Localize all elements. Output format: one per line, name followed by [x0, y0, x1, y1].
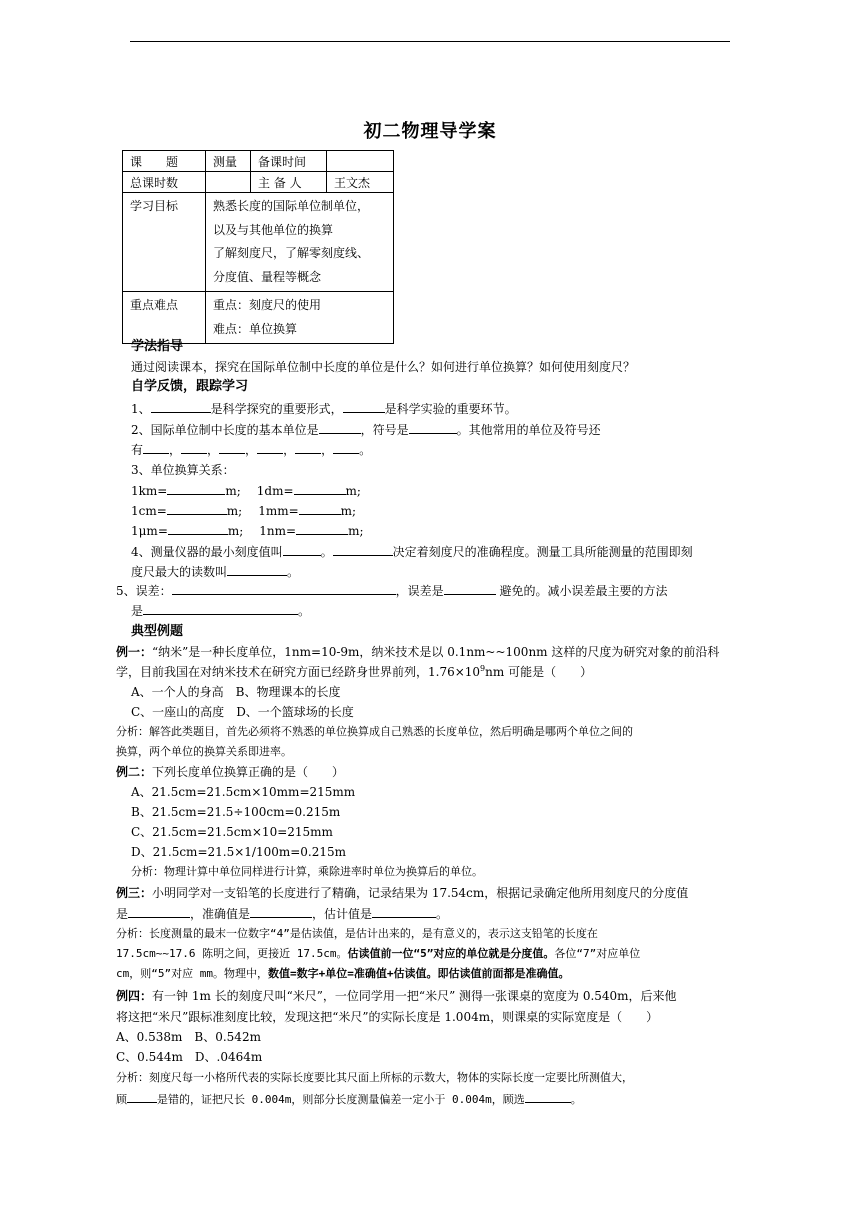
question-4-cont: 度尺最大的读数叫 。 [131, 565, 300, 579]
goals-cell [206, 193, 394, 292]
topic-label: 课 题 [123, 151, 206, 172]
example-2-option-b: B、21.5cm=21.5÷100cm=0.215m [131, 805, 341, 819]
question-2-units: 有 ， ， ， ， ， 。 [131, 443, 372, 457]
header-rule [130, 41, 730, 42]
guidance-text: 通过阅读课本，探究在国际单位制中长度的单位是什么？如何进行单位换算？如何使用刻度尺？ [131, 360, 636, 374]
answer-blank[interactable] [167, 482, 225, 495]
conversion-row-3: 1μm= m; 1nm= m; [131, 524, 364, 538]
example-4-line-2: 将这把“米尺”跟标准刻度比较，发现这把“米尺”的实际长度是 1.004m，则课桌的实际宽度是（ ） [116, 1010, 659, 1024]
answer-blank[interactable] [343, 400, 385, 413]
key-point: 难点：单位换算 [213, 321, 298, 336]
answer-blank[interactable] [127, 1090, 157, 1103]
goal-line: 熟悉长度的国际单位制单位， [213, 199, 370, 213]
question-4: 4、测量仪器的最小刻度值叫 。 决定着刻度尺的准确程度。测量工具所能测量的范围即刻 [131, 545, 693, 559]
total-hours-label: 总课时数 [123, 172, 206, 193]
question-2: 2、国际单位制中长度的基本单位是 ，符号是 。其他常用的单位及符号还 [131, 423, 601, 437]
answer-blank[interactable] [296, 522, 348, 535]
answer-blank[interactable] [219, 441, 245, 454]
answer-blank[interactable] [525, 1090, 571, 1103]
preparer-label: 主 备 人 [251, 172, 327, 193]
example-3-line-1: 例三：小明同学对一支铅笔的长度进行了精确，记录结果为 17.54cm，根据记录确定他所用刻度尺的分度值 [116, 886, 689, 900]
answer-blank[interactable] [143, 441, 169, 454]
key-cell [206, 292, 394, 344]
goal-line: 了解刻度尺，了解零刻度线、 [213, 246, 370, 260]
example-4-options-ab: A、0.538m B、0.542m [116, 1030, 261, 1044]
answer-blank[interactable] [294, 482, 346, 495]
example-1-options-cd: C、一座山的高度 D、一个篮球场的长度 [131, 705, 354, 719]
answer-blank[interactable] [143, 602, 298, 615]
answer-blank[interactable] [168, 522, 228, 535]
example-3-analysis-1: 分析：长度测量的最末一位数字“4”是估读值，是估计出来的，是有意义的，表示这支铅笔的长度在 [116, 927, 598, 940]
answer-blank[interactable] [151, 400, 211, 413]
example-4-options-cd: C、0.544m D、.0464m [116, 1050, 263, 1064]
example-2-option-c: C、21.5cm=21.5cm×10=215mm [131, 825, 333, 839]
example-2-question: 例二：下列长度单位换算正确的是（ ） [116, 765, 345, 779]
answer-blank[interactable] [333, 543, 393, 556]
goals-label: 学习目标 [123, 193, 206, 292]
total-hours-value [206, 172, 251, 193]
preparer-value: 王文杰 [327, 172, 394, 193]
key-point: 重点：刻度尺的使用 [213, 298, 322, 312]
answer-blank[interactable] [257, 441, 283, 454]
question-1: 1、 是科学探究的重要形式， 是科学实验的重要环节。 [131, 402, 517, 416]
question-5: 5、误差： ，误差是 避免的。减小误差最主要的方法 [116, 584, 668, 598]
answer-blank[interactable] [181, 441, 207, 454]
answer-blank[interactable] [319, 421, 361, 434]
answer-blank[interactable] [333, 441, 359, 454]
prep-time-value [327, 151, 394, 172]
example-1-line-1: 例一：“纳米”是一种长度单位，1nm=10-9m，纳米技术是以 0.1nm~~100nm 这样的尺度为研究对象的前沿科 [116, 645, 720, 659]
example-1-options-ab: A、一个人的身高 B、物理课本的长度 [131, 685, 341, 699]
prep-time-label: 备课时间 [251, 151, 327, 172]
example-2-option-d: D、21.5cm=21.5×1/100m=0.215m [131, 845, 347, 859]
goal-line: 分度值、量程等概念 [213, 269, 322, 284]
question-3-heading: 3、单位换算关系： [131, 463, 235, 477]
self-study-heading: 自学反馈，跟踪学习 [131, 379, 249, 394]
question-5-cont: 是 。 [131, 604, 311, 618]
lesson-info-table [122, 150, 394, 344]
answer-blank[interactable] [372, 905, 436, 918]
answer-blank[interactable] [295, 441, 321, 454]
answer-blank[interactable] [283, 543, 321, 556]
goal-line: 以及与其他单位的换算 [213, 222, 334, 237]
answer-blank[interactable] [227, 563, 287, 576]
guidance-heading: 学法指导 [131, 339, 184, 354]
page-title: 初二物理导学案 [363, 121, 497, 142]
conversion-row-1: 1km= m; 1dm= m; [131, 484, 361, 498]
example-4-analysis-1: 分析：刻度尺每一小格所代表的实际长度要比其尺面上所标的示数大，物体的实际长度一定要比所测值大， [116, 1071, 633, 1084]
conversion-row-2: 1cm= m; 1mm= m; [131, 504, 357, 518]
key-label: 重点难点 [123, 292, 206, 344]
example-4-line-1: 例四：有一钟 1m 长的刻度尺叫“米尺”，一位同学用一把“米尺” 测得一张课桌的宽度为 0.540m，后来他 [116, 989, 677, 1003]
example-1-line-2: 学，目前我国在对纳米技术在研究方面已经跻身世界前列，$1.76\times 10^9nm$ 可能是（ ） [116, 664, 593, 679]
answer-blank[interactable] [444, 582, 496, 595]
example-3-line-2: 是 ，准确值是 ，估计值是 。 [116, 907, 449, 921]
answer-blank[interactable] [128, 905, 190, 918]
topic-value: 测量 [206, 151, 251, 172]
example-2-analysis: 分析：物理计算中单位同样进行计算，乘除进率时单位为换算后的单位。 [131, 865, 483, 878]
answer-blank[interactable] [167, 502, 227, 515]
example-1-analysis-1: 分析：解答此类题目，首先必须将不熟悉的单位换算成自己熟悉的长度单位，然后明确是哪两个单位之间的 [116, 725, 633, 738]
answer-blank[interactable] [409, 421, 457, 434]
example-3-analysis-3: cm，则“5”对应 mm。物理中，数值=数字+单位=准确值+估读值。即估读值前面都是准确值。 [116, 967, 570, 980]
answer-blank[interactable] [250, 905, 312, 918]
example-3-analysis-2: 17.5cm~~17.6 陈明之间，更接近 17.5cm。估读值前一位“5”对应的单位就是分度值。各位“7”对应单位 [116, 947, 641, 960]
examples-heading: 典型例题 [131, 624, 184, 639]
example-2-option-a: A、21.5cm=21.5cm×10mm=215mm [131, 785, 356, 799]
answer-blank[interactable] [172, 582, 396, 595]
example-4-analysis-2: 顾 是错的，证把尺长 0.004m，则部分长度测量偏差一定小于 0.004m，顾选 。 [116, 1090, 582, 1108]
example-1-analysis-2: 换算，两个单位的换算关系即进率。 [116, 745, 292, 758]
answer-blank[interactable] [299, 502, 341, 515]
